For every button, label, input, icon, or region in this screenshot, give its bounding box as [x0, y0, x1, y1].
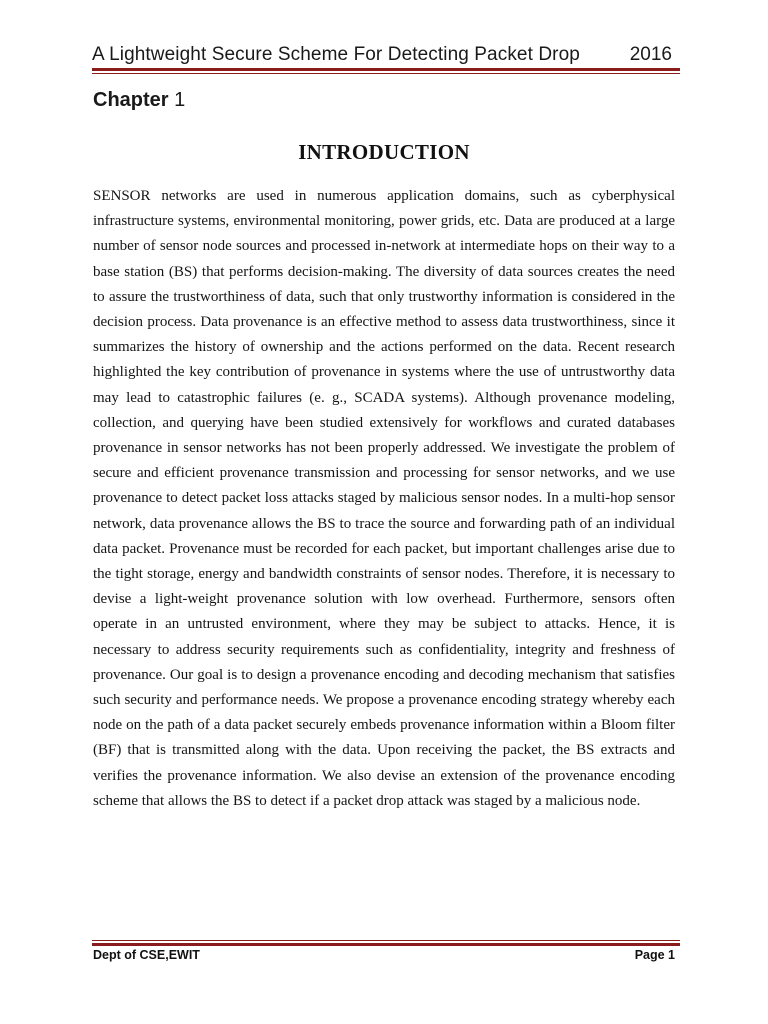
running-footer: [92, 946, 680, 968]
header-rule-thick: [92, 68, 680, 71]
footer-dept: Dept of CSE,EWIT: [93, 948, 200, 962]
body-paragraph: SENSOR networks are used in numerous application domains, such as cyberphysical infrastructure systems, environmental monitoring, power grids, etc. Data are produced at a large number of sensor node sources and processed in-network at intermediate hops on their way to a base station (BS) that performs decision-making. The diversity of data sources creates the need to assure the trustworthiness of data, such that only trustworthy information is considered in the decision process. Data provenance is an effective method to assess data trustworthiness, since it summarizes the history of ownership and the actions performed on the data. Recent research highlighted the key contribution of provenance in systems where the use of untrustworthy data may lead to catastrophic failures (e. g., SCADA systems). Although provenance modeling, collection, and querying have been studied extensively for workflows and curated databases provenance in sensor networks has not been properly addressed. We investigate the problem of secure and efficient provenance transmission and processing for sensor networks, and we use provenance to detect packet loss attacks staged by malicious sensor nodes. In a multi-hop sensor network, data provenance allows the BS to trace the source and forwarding path of an individual data packet. Provenance must be recorded for each packet, but important challenges arise due to the tight storage, energy and bandwidth constraints of sensor nodes. Therefore, it is necessary to devise a light-weight provenance solution with low overhead. Furthermore, sensors often operate in an untrusted environment, where they may be subject to attacks. Hence, it is necessary to address security requirements such as confidentiality, integrity and freshness of provenance. Our goal is to design a provenance encoding and decoding mechanism that satisfies such security and performance needs. We propose a provenance encoding strategy whereby each node on the path of a data packet securely embeds provenance information within a Bloom filter (BF) that is transmitted along with the data. Upon receiving the packet, the BS extracts and verifies the provenance information. We also devise an extension of the provenance encoding scheme that allows the BS to detect if a packet drop attack was staged by a malicious node.: [93, 188, 675, 809]
section-heading: INTRODUCTION: [298, 140, 470, 164]
header-rule-thin: [92, 73, 680, 74]
footer-rule-thin: [92, 940, 680, 941]
header-title: A Lightweight Secure Scheme For Detecting Packet Drop: [92, 44, 580, 65]
footer-page-number: Page 1: [634, 948, 675, 962]
running-header: [92, 42, 680, 70]
chapter-word: Chapter: [93, 89, 169, 111]
chapter-label: [93, 89, 185, 112]
header-year: 2016: [629, 44, 672, 65]
chapter-number: 1: [174, 89, 186, 111]
